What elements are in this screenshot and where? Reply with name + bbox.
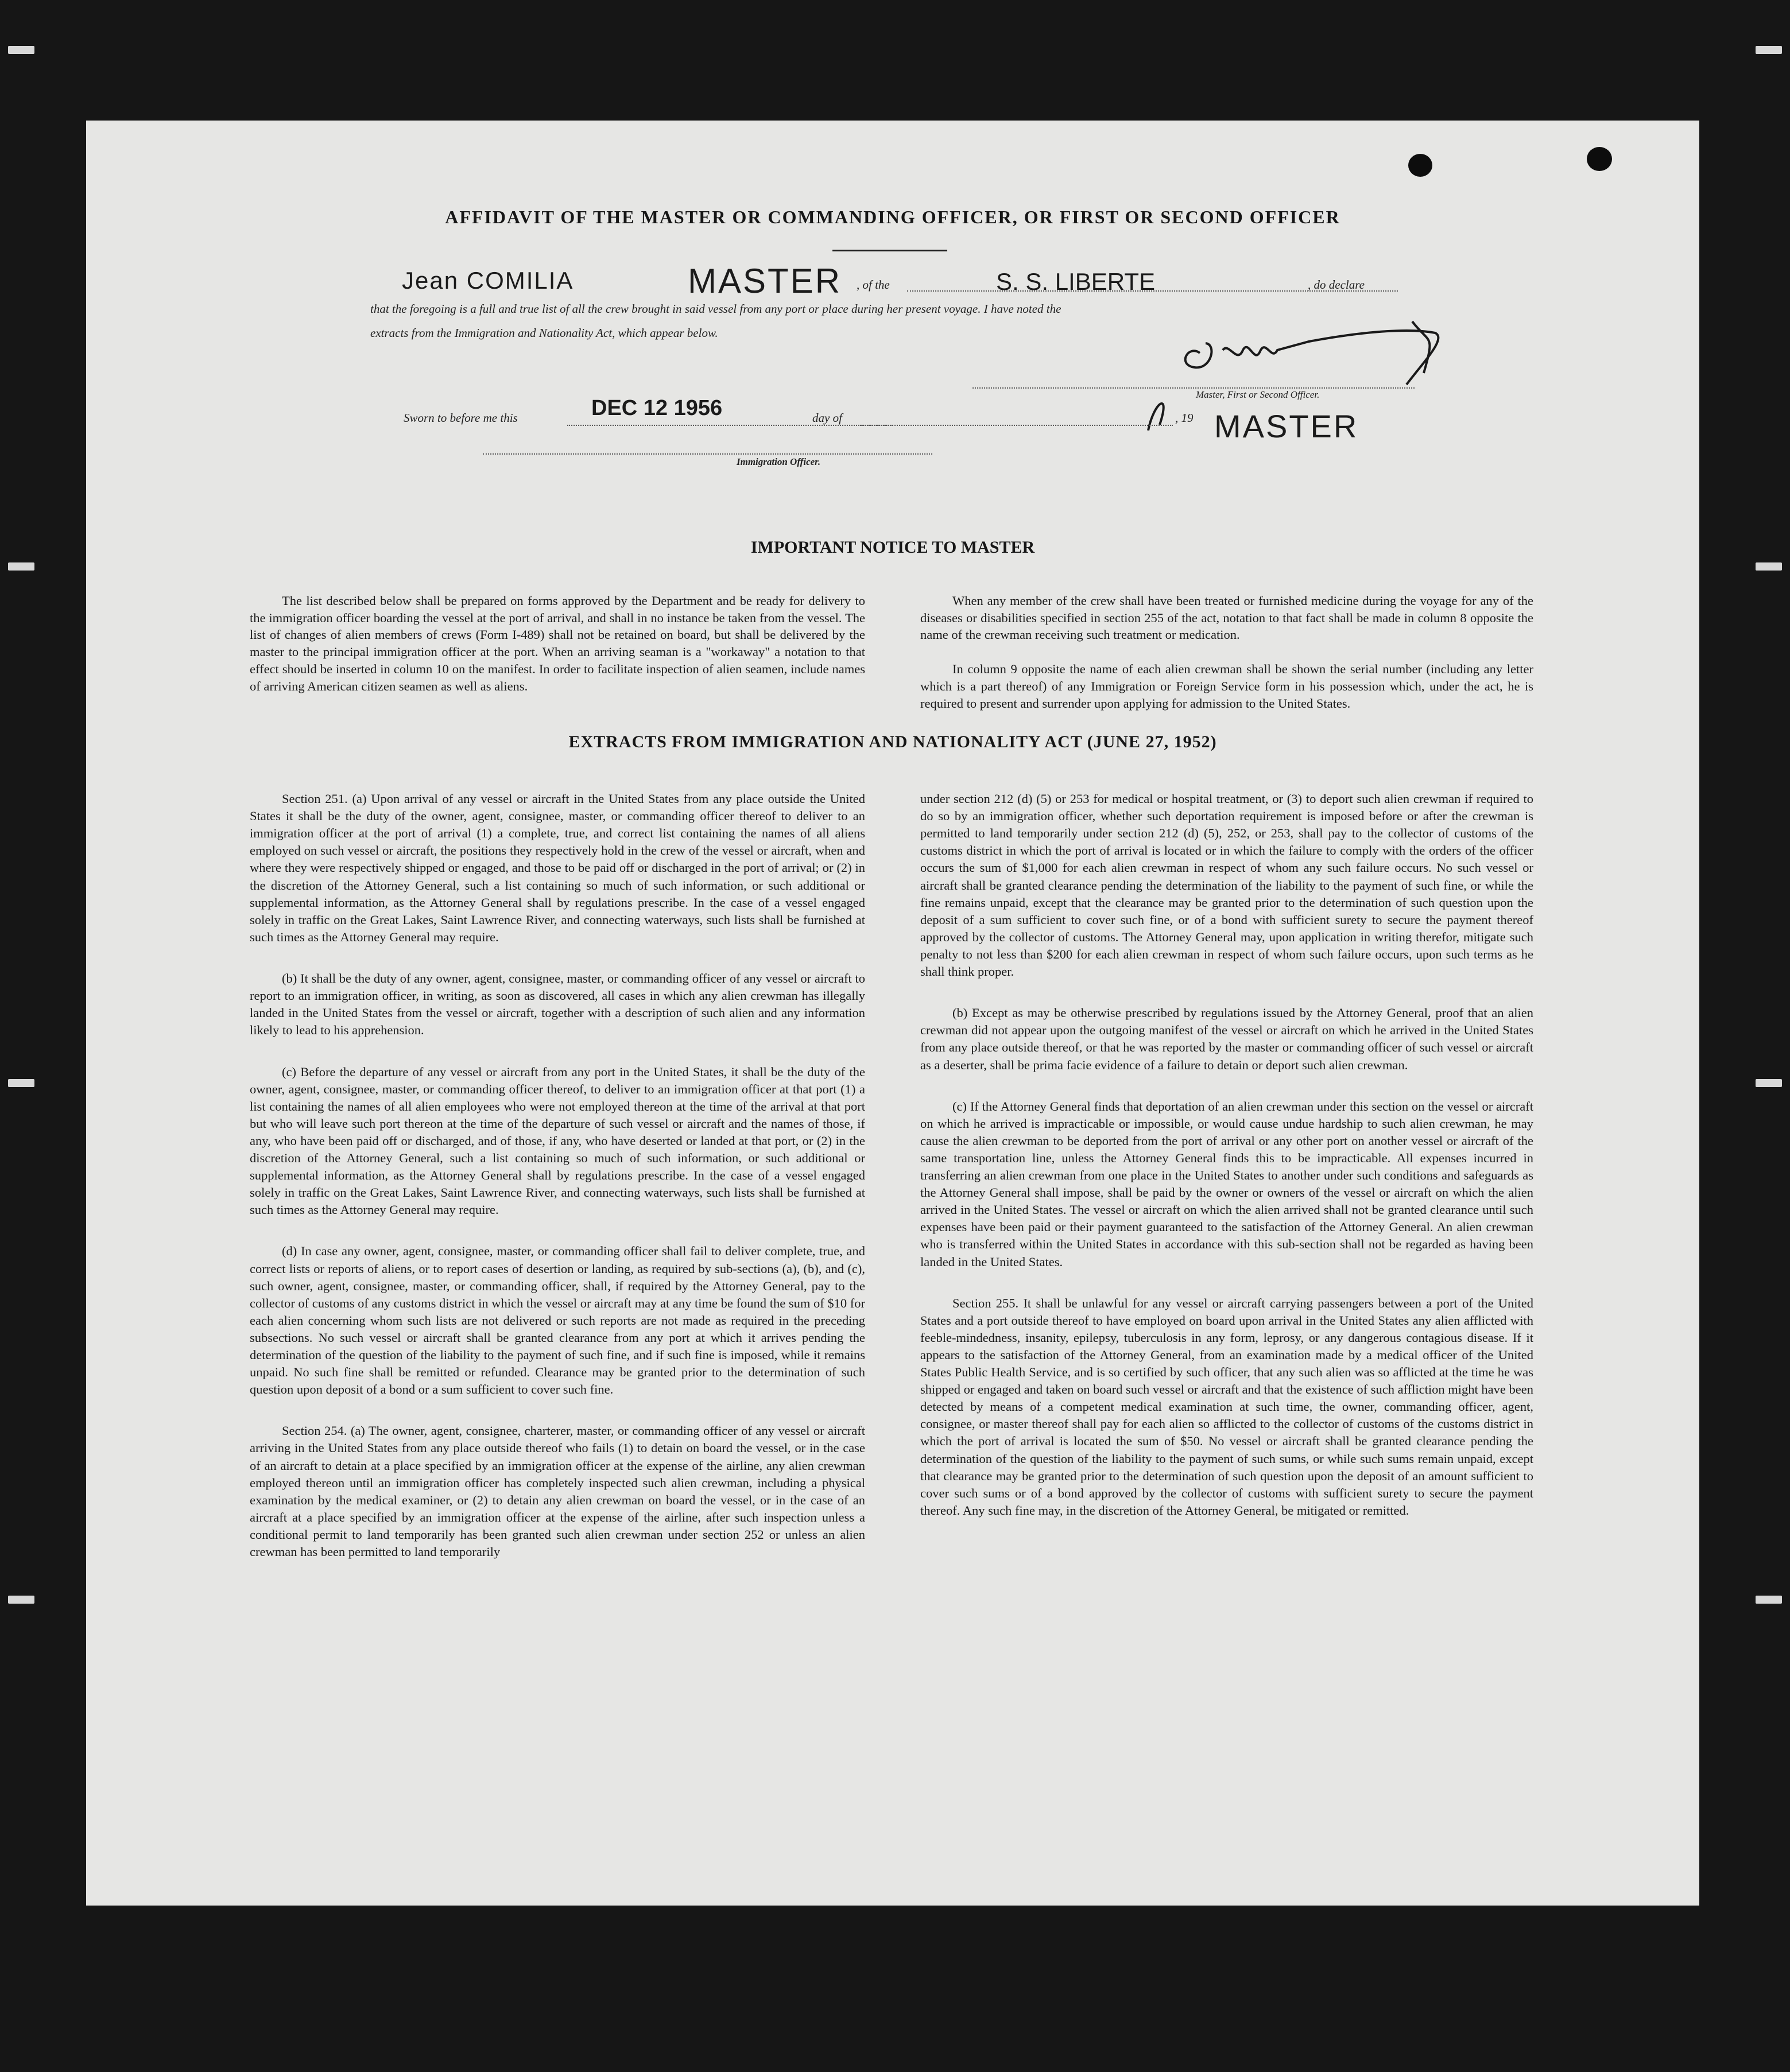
- punch-hole: [1408, 154, 1432, 177]
- film-sprocket: [8, 1079, 34, 1087]
- extract-paragraph: (c) Before the departure of any vessel or aircraft from any port in the United States, it shall be the duty of the owner, agent, consignee, master, or commanding officer thereof, to deliver to an immigration officer at that port (1) a list containing the names of all alien employees who were not employed thereon at the time of the arrival at that port but who will leave such port thereon at the time of the departure of such vessel or aircraft and the names of those, if any, who have been paid off or discharged, and of those, if any, who have deserted or landed at that port, or (2) in the discretion of the Attorney General, such a list containing so much of such information, or such additional or supplemental information, as the Attorney General shall by regulations prescribe. In the case of a vessel engaged solely in traffic on the Great Lakes, Saint Lawrence River, and connecting waterways, such lists shall be furnished at such times as the Attorney General may require.: [250, 1064, 865, 1217]
- extract-paragraph: Section 254. (a) The owner, agent, consignee, charterer, master, or commanding officer of any vessel or aircraft arriving in the United States from any place outside thereof who fails (1) to detain on board the vessel, or in the case of an aircraft to detain at a place specified by an immigration officer at the expense of the airline, any alien crewman employed thereon until an immigration officer has completely inspected such alien crewman, including a physical examination by the medical examiner, or (2) to detain any alien crewman on board the vessel, or in the case of an aircraft at a place specified by an immigration officer at the expense of the airline, after such inspection unless a conditional permit to land temporarily has been granted such alien crewman under section 252 or unless an alien crewman has been permitted to land temporarily: [250, 1423, 865, 1559]
- extracts-right-column: [920, 773, 1533, 1543]
- master-name: Jean COMILIA: [402, 267, 574, 294]
- day-of-label: day of: [812, 411, 842, 425]
- month-line: [858, 425, 1173, 426]
- form-title: AFFIDAVIT OF THE MASTER OR COMMANDING OFFICER, OR FIRST OR SECOND OFFICER: [445, 207, 1340, 227]
- officer-line: [483, 453, 932, 455]
- officer-caption: Immigration Officer.: [737, 456, 821, 467]
- film-sprocket: [8, 46, 34, 54]
- declaration-line-2: extracts from the Immigration and Nationality Act, which appear below.: [370, 326, 718, 340]
- film-sprocket: [8, 562, 34, 571]
- extract-paragraph: (b) Except as may be otherwise prescribed by regulations issued by the Attorney General, proof that an alien crewman did not appear upon the outgoing manifest of the vessel or aircraft on which he arrived in the United States from any place outside thereof, or that he was reported by the master or commanding officer of such vessel or aircraft as a deserter, shall be prima facie evidence of a failure to detain or deport such alien crewman.: [920, 1006, 1533, 1072]
- declaration-line-1: that the foregoing is a full and true list of all the crew brought in said vessel from any port or place during her present voyage. I have noted the: [370, 302, 1061, 316]
- of-the-label: , of the: [857, 278, 890, 292]
- extract-paragraph: under section 212 (d) (5) or 253 for medical or hospital treatment, or (3) to deport such alien crewman if required to do so by an immigration officer, whether such deportation requirement is imposed before or after the crewman is permitted to land temporarily under section 212 (d) (5), 252, or 253, shall pay to the collector of customs of the customs district in which the port of arrival is located or in which the failure to comply with the orders of the officer occurs the sum of $1,000 for each alien crewman in respect of whom any such failure occurs. No such vessel or aircraft shall be granted clearance pending the determination of the liability to the payment of such fine, or while the fine remains unpaid, except that the clearance may be granted prior to the determination of such question upon the deposit of a sum sufficient to cover such fine, or of a bond with sufficient surety to secure the payment thereof approved by the collector of customs. The Attorney General may, upon application in writing therefor, mitigate such penalty to not less than $200 for each alien crewman in respect of whom such failure occurs, upon such terms as he shall think proper.: [920, 791, 1533, 979]
- notice-right-paragraph-1: When any member of the crew shall have been treated or furnished medicine during the voyage for any of the diseases or disabilities specified in section 255 of the act, notation to that fact shall be made in column 8 opposite the name of the crewman receiving such treatment or medication.: [920, 593, 1533, 642]
- extract-paragraph: (d) In case any owner, agent, consignee, master, or commanding officer shall fail to deliver complete, true, and correct lists or reports of aliens, or to report cases of desertion or landing, as required by sub-sections (a), (b), and (c), such owner, agent, consignee, master, or commanding officer, shall, if required by the Attorney General, pay to the collector of customs of any customs district in which the vessel or aircraft may at any time be found the sum of $10 for each alien concerning whom such lists are not delivered or such reports are not made as required in the preceding subsections. No such vessel or aircraft shall be granted clearance from any port at which it arrives pending the determination of the question of the liability to the payment of such fine, and if such fine is imposed, while it remains unpaid. No such fine shall be remitted or refunded. Clearance may be granted prior to the determination of such question upon deposit of a bond or a sum sufficient to cover such fine.: [250, 1244, 865, 1397]
- sworn-date: DEC 12 1956: [591, 396, 723, 420]
- film-sprocket: [1756, 1596, 1782, 1604]
- notice-heading: IMPORTANT NOTICE TO MASTER: [750, 538, 1035, 557]
- signer-caption: Master, First or Second Officer.: [1196, 389, 1320, 400]
- notice-left-paragraph: The list described below shall be prepared on forms approved by the Department and be ready for delivery to the immigration officer boarding the vessel at the port of arrival, and shall in no instance be taken from the vessel. The list of changes of alien members of crews (Form I-489) shall not be retained on board, but shall be delivered by the master to the principal immigration officer at the port. When an arriving seaman is a "workaway" a notation to that effect should be inserted in column 10 on the manifest. In order to facilitate inspection of alien seamen, include names of arriving American citizen seamen as well as aliens.: [250, 593, 865, 693]
- affidavit-page: [86, 121, 1699, 1906]
- rank-stamp: MASTER: [688, 262, 842, 300]
- signature-line: [973, 387, 1415, 389]
- punch-hole: [1587, 147, 1612, 171]
- date-line: [567, 425, 893, 426]
- notice-right-column: [920, 575, 1533, 729]
- extracts-heading: EXTRACTS FROM IMMIGRATION AND NATIONALITY ACT (JUNE 27, 1952): [568, 732, 1217, 751]
- year-label: , 19: [1175, 411, 1194, 425]
- title-rule: [832, 250, 947, 251]
- film-sprocket: [1756, 46, 1782, 54]
- extract-paragraph: (b) It shall be the duty of any owner, agent, consignee, master, or commanding officer of any vessel or aircraft to report to an immigration officer, in writing, as soon as discovered, all cases in which any alien crewman has illegally landed in the United States from the vessel or aircraft, together with a description of such alien and any information likely to lead to his apprehension.: [250, 971, 865, 1038]
- film-sprocket: [1756, 1079, 1782, 1087]
- film-sprocket: [1756, 562, 1782, 571]
- extract-paragraph: (c) If the Attorney General finds that deportation of an alien crewman under this section on the vessel or aircraft on which he arrived is impracticable or impossible, or would cause undue hardship to such alien crewman, he may cause the alien crewman to be deported from the port of arrival or any other port on another vessel or aircraft of the same transportation line, unless the Attorney General finds this to be impracticable. All expenses incurred in transferring an alien crewman from one place in the United States to another under such conditions and safeguards as the Attorney General shall impose, shall be paid by the owner or owners of the vessel or aircraft on which the alien arrived in the United States. The vessel or aircraft on which the alien arrived shall not be granted clearance until such expenses have been paid or their payment guaranteed to the satisfaction of the Attorney General. An alien crewman who is transferred within the United States in accordance with this sub-section shall not be regarded as having been landed in the United States.: [920, 1099, 1533, 1269]
- sworn-label: Sworn to before me this: [404, 411, 518, 425]
- signer-stamp: MASTER: [1214, 408, 1359, 444]
- extracts-left-column: [250, 773, 865, 1585]
- notice-right-paragraph-2: In column 9 opposite the name of each alien crewman shall be shown the serial number (including any letter which is a part thereof) of any Immigration or Foreign Service form in his possession which, under the act, he is required to present and surrender upon applying for admission to the United States.: [920, 661, 1533, 711]
- extract-paragraph: Section 255. It shall be unlawful for any vessel or aircraft carrying passengers between a port of the United States and a port outside thereof to have employed on board upon arrival in the United States any alien afflicted with feeble-mindedness, insanity, epilepsy, tuberculosis in any form, leprosy, or any dangerous contagious disease. If it appears to the satisfaction of the Attorney General, from an examination made by a medical officer of the United States Public Health Service, and is so certified by such officer, that any such alien was so afflicted at the time he was shipped or engaged and taken on board such vessel or aircraft and that the existence of such affliction might have been detected by means of a competent medical examination at such time, the owner, commanding officer, agent, consignee, or master thereof shall pay for each alien so afflicted to the collector of customs of the customs district in which the port of arrival is located the sum of $50. No vessel or aircraft shall be granted clearance pending the determination of the question of the liability to the payment of such sums, or while such sums remain unpaid, except that clearance may be granted prior to the determination of such question upon the deposit of an amount sufficient to cover such sums or of a bond approved by the collector of customs with sufficient surety to secure the payment thereof. Any such fine may, in the discretion of the Attorney General, be mitigated or remitted.: [920, 1295, 1533, 1518]
- do-declare-label: , do declare: [1308, 278, 1365, 292]
- notice-left-column: [250, 575, 865, 712]
- film-sprocket: [8, 1596, 34, 1604]
- vessel-name: S. S. LIBERTE: [996, 268, 1155, 295]
- extract-paragraph: Section 251. (a) Upon arrival of any vessel or aircraft in the United States from any place outside the United States it shall be the duty of the owner, agent, consignee, master, or commanding officer thereof to deliver to an immigration officer at the port of arrival (1) a complete, true, and correct list containing the names of all aliens employed on such vessel or aircraft, the positions they respectively hold in the crew of the vessel or aircraft, when and where they were respectively shipped or engaged, and those to be paid off or discharged in the port of arrival; or (2) in the discretion of the Attorney General, such a list containing so much of such information, or such additional or supplemental information, as the Attorney General shall by regulations prescribe. In the case of a vessel engaged solely in traffic on the Great Lakes, Saint Lawrence River, and connecting waterways, such lists shall be furnished at such times as the Attorney General may require.: [250, 791, 865, 944]
